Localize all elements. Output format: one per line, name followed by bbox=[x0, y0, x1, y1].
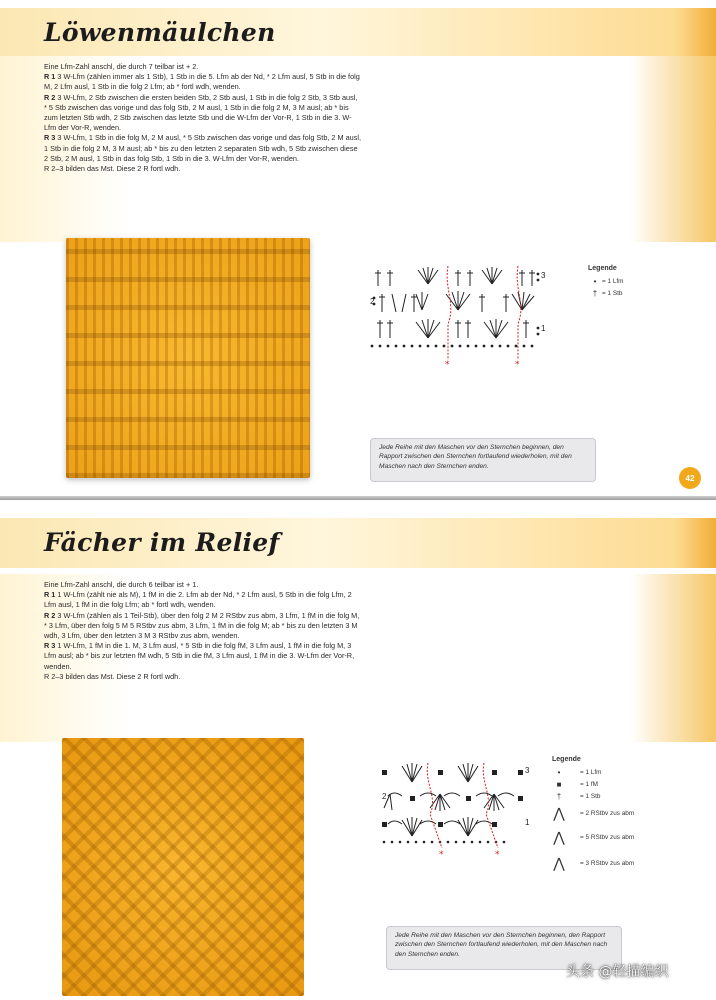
intro-text: Eine Lfm-Zahl anschl, die durch 6 teilbar ist + 1. bbox=[44, 580, 199, 589]
page-number: 42 bbox=[679, 467, 701, 489]
closing-text: R 2–3 bilden das Mst. Diese 2 R fortl wdh. bbox=[44, 164, 181, 174]
legend-title: Legende bbox=[588, 265, 617, 272]
legend-item: ⋀ = 3 RStbv zus abm bbox=[553, 854, 635, 871]
chain-row bbox=[383, 841, 506, 844]
page-title: Löwenmäulchen bbox=[44, 18, 276, 47]
diagram-row-number: 3 bbox=[541, 271, 546, 280]
row-instruction bbox=[44, 590, 362, 610]
legend-item: • = 1 Lfm bbox=[588, 275, 624, 287]
row-text: 1 W-Lfm (zählt nie als M), 1 fM in die 2. Lfm ab der Nd, * 2 Lfm ausl, 5 Stb in die folg Lfm, 2 Lfm ausl, 1 fM in die folg Lfm; ab * fortl wdh, wenden. bbox=[44, 590, 352, 610]
cluster-3-icon: ⋀ bbox=[553, 854, 565, 871]
watermark: 头条 @轻描编织 bbox=[566, 964, 669, 980]
diagram-row-number: 3 bbox=[525, 766, 530, 775]
row-text: 1 W-Lfm, 1 fM in die 1. M, 3 Lfm ausl, * 5 Stb in die folg fM, 3 Lfm ausl, 1 fM in die folg M, 3 Lfm ausl; ab * bis zur letzten fM wdh, 5 Stb in die fM, 3 Lfm ausl, 1 fM in die 3. W-Lfm der Vor-R, wenden. bbox=[44, 641, 355, 671]
legend-item: † = 1 Stb bbox=[588, 287, 624, 299]
repeat-lines bbox=[427, 763, 498, 848]
crochet-chart-diagram bbox=[380, 762, 530, 858]
row-text: 3 W-Lfm (zählen als 1 Teil-Stb), über den folg 2 M 2 RStbv zus abm, 3 Lfm, 1 fM in die folg M, * 3 Lfm, über den folg 5 M 5 RStbv zus abm, 3 Lfm, 1 fM in die folg M; ab * bis zu den letzten 3 M wdh, 3 Lfm, über den letzten 3 M 3 RStbv zus abm, wenden. bbox=[44, 610, 360, 641]
crochet-chart-diagram bbox=[366, 264, 552, 368]
legend-item: • = 1 Lfm bbox=[552, 766, 634, 778]
double-crochet-icon: † bbox=[592, 288, 598, 298]
legend-title: Legende bbox=[552, 756, 581, 763]
instructions bbox=[44, 62, 362, 174]
intro-text: Eine Lfm-Zahl anschl, die durch 7 teilbar ist + 2. bbox=[44, 62, 199, 71]
diagram-row-number: 1 bbox=[541, 324, 546, 333]
repeat-star-marker: * bbox=[515, 360, 520, 368]
chain-stitch-icon: • bbox=[593, 276, 597, 286]
instruction-note: Jede Reihe mit den Maschen vor den Sternchen beginnen, den Rapport zwischen den Sternchen fortlaufend wiederholen, mit den Maschen nach den Sternchen enden. bbox=[386, 926, 622, 970]
row-instruction bbox=[44, 93, 362, 134]
row-text: 3 W-Lfm (zählen immer als 1 Stb), 1 Stb in die 5. Lfm ab der Nd, * 2 Lfm ausl, 5 Stb in die folg M, 2 Lfm ausl, 1 Stb in die folg 2 Lfm; ab * fortl wdh, wenden. bbox=[44, 72, 360, 92]
row-label: R 1 bbox=[44, 72, 56, 82]
row-instruction bbox=[44, 72, 362, 92]
row-text: 3 W-Lfm, 2 Stb zwischen die ersten beiden Stb, 2 Stb ausl, 1 Stb in die folg 2 Stb, 3 Stb ausl, * 5 Stb zwischen das vorige und das folg Stb, 2 M ausl, 1 Stb in die folg 2 M, 3 M ausl; ab * bis zum letzten Stb wdh, 2 Stb zwischen das letzte Stb und die W-Lfm der Vor-R, 1 Stb in die 3. W-Lfm der Vor-R, wenden. bbox=[44, 92, 358, 133]
crochet-swatch-photo bbox=[66, 238, 310, 478]
legend-item: † = 1 Stb bbox=[552, 790, 634, 802]
diagram-row-number: 2 bbox=[370, 297, 375, 306]
row-label: R 1 bbox=[44, 590, 56, 600]
single-crochet-icon: ■ bbox=[556, 779, 562, 789]
stitch-row-3 bbox=[375, 267, 535, 286]
legend-item: ⋀ = 2 RStbv zus abm bbox=[553, 804, 635, 821]
cluster-5-icon: ⋀ bbox=[553, 828, 565, 845]
cluster-2-icon: ⋀ bbox=[553, 804, 565, 821]
legend bbox=[588, 265, 624, 299]
row-instruction bbox=[44, 611, 362, 642]
legend-item: ⋀ = 5 RStbv zus abm bbox=[553, 828, 635, 845]
chain-stitch-icon: • bbox=[557, 767, 561, 777]
row-instruction bbox=[44, 133, 362, 164]
repeat-star-marker: * bbox=[495, 850, 500, 858]
single-crochet-stitches bbox=[382, 770, 523, 827]
row-label: R 2 bbox=[44, 92, 56, 102]
crochet-swatch-photo bbox=[62, 738, 304, 996]
row-label: R 3 bbox=[44, 133, 56, 143]
diagram-row-number: 1 bbox=[525, 818, 530, 827]
double-crochet-icon: † bbox=[556, 791, 562, 801]
row-label: R 3 bbox=[44, 641, 56, 651]
row-instruction bbox=[44, 641, 362, 672]
row-label: R 2 bbox=[44, 610, 56, 620]
row-text: 3 W-Lfm, 1 Stb in die folg M, 2 M ausl, * 5 Stb zwischen das vorige und das folg Stb, 2 M ausl, 1 Stb in die folg 2 M, 3 M ausl; ab * bis zu den letzten 2 separaten Stb wdh, 5 Stb zwischen diese 2 Stb, 2 M ausl, 1 Stb in das folg Stb, 1 Stb in die 3. W-Lfm der Vor-R, wenden. bbox=[44, 133, 362, 163]
legend bbox=[552, 756, 634, 876]
repeat-star-marker: * bbox=[439, 850, 444, 858]
closing-text: R 2–3 bilden das Mst. Diese 2 R fortl wdh. bbox=[44, 671, 181, 681]
legend-item: ■ = 1 fM bbox=[552, 778, 634, 790]
diagram-row-number: 2 bbox=[382, 792, 387, 801]
instructions bbox=[44, 580, 362, 682]
stitch-row-2 bbox=[379, 291, 534, 312]
instruction-note: Jede Reihe mit den Maschen vor den Sternchen beginnen, den Rapport zwischen den Sternchen fortlaufend wiederholen, mit den Maschen nach den Sternchen enden. bbox=[370, 438, 596, 482]
stitch-row-1 bbox=[377, 319, 529, 338]
page-loewenmaeulchen bbox=[0, 0, 716, 498]
repeat-star-marker: * bbox=[445, 360, 450, 368]
page-title: Fächer im Relief bbox=[44, 528, 280, 557]
